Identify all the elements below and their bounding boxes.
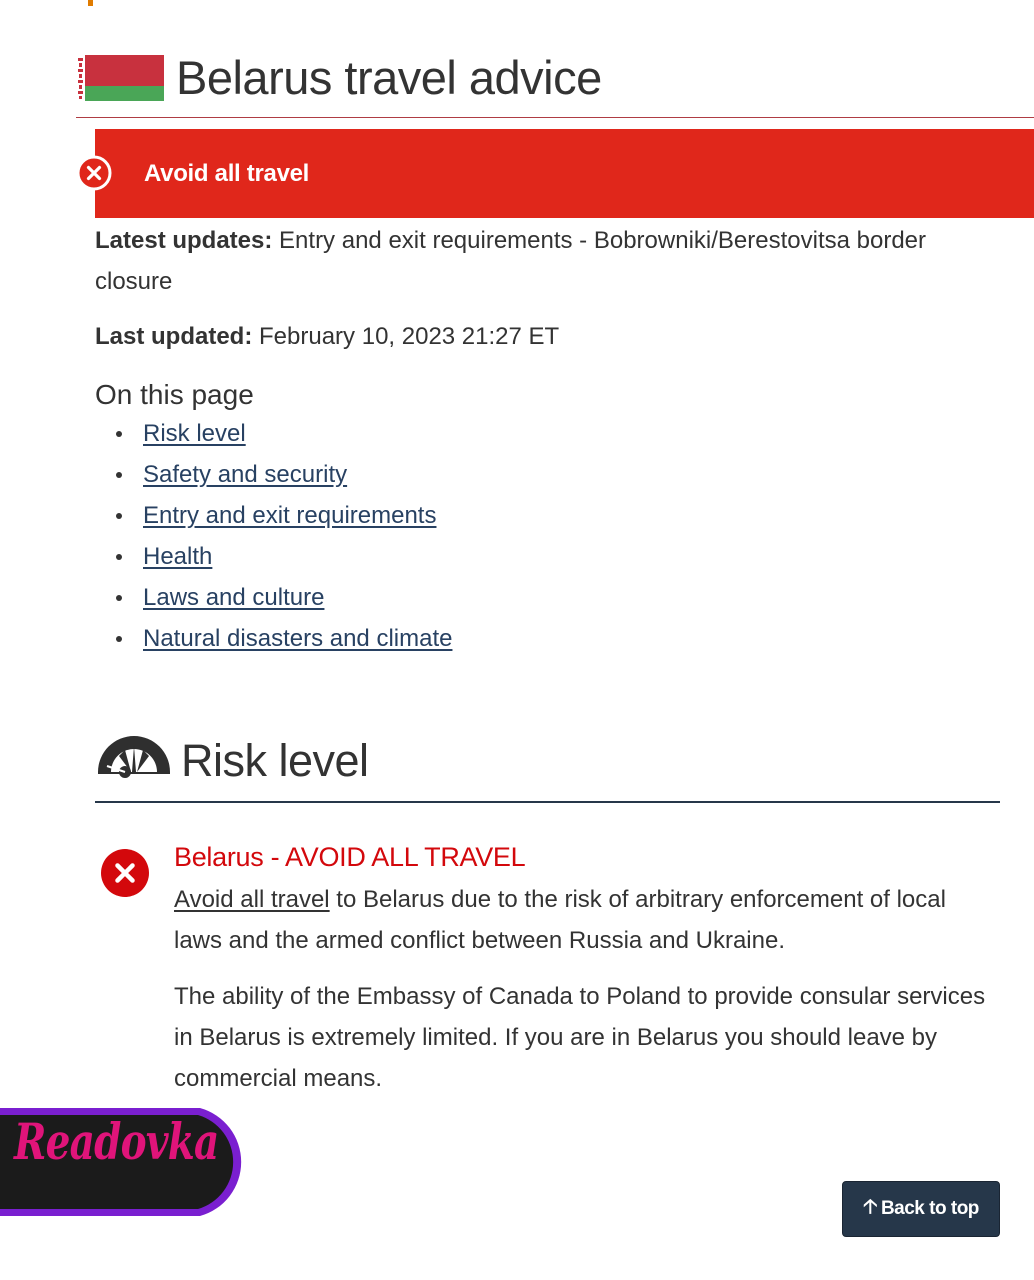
on-this-page-heading: On this page (95, 379, 254, 410)
latest-updates (95, 220, 995, 302)
back-to-top-button[interactable] (842, 1181, 1000, 1237)
back-to-top-label: Back to top (880, 1198, 979, 1219)
risk-divider (95, 801, 1000, 803)
list-item (143, 577, 995, 618)
risk-level-heading: Risk level (181, 735, 369, 786)
toc-link-risk-level[interactable]: Risk level (143, 420, 246, 447)
toc-link-laws-culture[interactable]: Laws and culture (143, 584, 325, 611)
toc-link-natural-disasters[interactable]: Natural disasters and climate (143, 625, 453, 652)
x-circle-icon (76, 155, 112, 191)
toc-link-entry-exit[interactable]: Entry and exit requirements (143, 502, 437, 529)
x-circle-icon (100, 848, 150, 898)
risk-paragraph-1-text: to Belarus due to the risk of arbitrary enforcement of local laws and the armed conflict between Russia and Ukraine. (174, 886, 946, 954)
arrow-up-icon: 🡡 (863, 1196, 877, 1218)
risk-advisory-block (174, 842, 994, 1099)
top-accent-bar (88, 0, 93, 6)
latest-updates-label: Latest updates: (95, 227, 273, 254)
page-title: Belarus travel advice (176, 51, 602, 104)
on-this-page-list (95, 413, 995, 659)
latest-updates-text: Entry and exit requirements - Bobrowniki/Berestovitsa border closure (95, 227, 926, 295)
list-item (143, 536, 995, 577)
avoid-all-travel-link[interactable]: Avoid all travel (174, 886, 330, 913)
list-item (143, 618, 995, 659)
last-updated-text: February 10, 2023 21:27 ET (252, 323, 560, 350)
advisory-level-label: Avoid all travel (144, 159, 310, 187)
risk-paragraph-2: The ability of the Embassy of Canada to Poland to provide consular services in Belarus is extremely limited. If you are in Belarus you should leave by commercial means. (174, 983, 986, 1092)
list-item (143, 454, 995, 495)
watermark-text: Readovka (14, 1112, 219, 1171)
toc-link-health[interactable]: Health (143, 543, 213, 570)
risk-level-header (95, 735, 369, 787)
last-updated (95, 316, 995, 357)
list-item (143, 495, 995, 536)
risk-advisory-title: Belarus - AVOID ALL TRAVEL (174, 842, 526, 872)
gauge-icon (95, 736, 173, 786)
risk-paragraph-1 (174, 879, 994, 961)
last-updated-label: Last updated: (95, 323, 253, 350)
main-content (95, 220, 995, 659)
toc-link-safety-security[interactable]: Safety and security (143, 461, 348, 488)
belarus-flag-icon (76, 55, 164, 101)
list-item (143, 413, 995, 454)
page-header (76, 50, 602, 105)
advisory-banner (95, 129, 1034, 218)
title-divider (76, 117, 1034, 118)
